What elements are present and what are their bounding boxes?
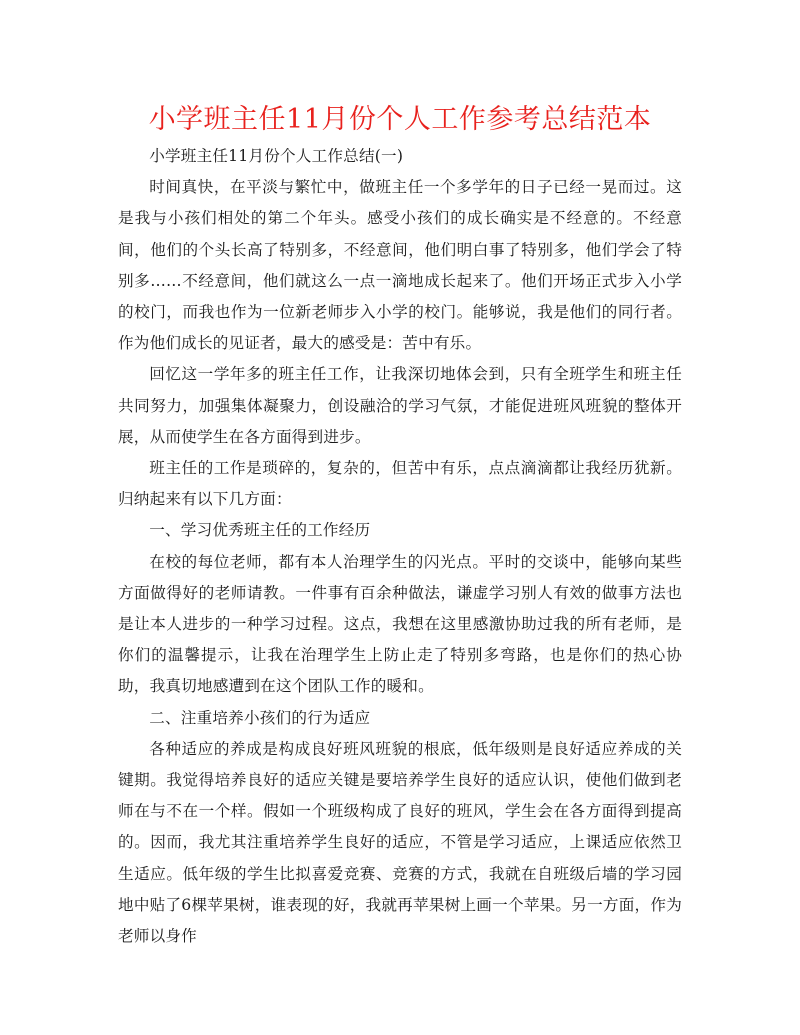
paragraph-reflection: 回忆这一学年多的班主任工作，让我深切地体会到，只有全班学生和班主任共同努力，加强集体凝聚力，创设融洽的学习气氛，才能促进班风班貌的整体开展，从而使学生在各方面得到进步。 xyxy=(118,365,682,446)
document-title: 小学班主任11月份个人工作参考总结范本 xyxy=(148,104,652,135)
section-heading-2: 二、注重培养小孩们的行为适应 xyxy=(149,708,371,727)
paragraph-summary: 班主任的工作是琐碎的，复杂的，但苦中有乐，点点滴滴都让我经历犹新。归纳起来有以下几方面： xyxy=(118,459,682,509)
paragraph-intro: 时间真快，在平淡与繁忙中，做班主任一个多学年的日子已经一晃而过。这是我与小孩们相处的第二个年头。感受小孩们的成长确实是不经意的。不经意间，他们的个头长高了特别多，不经意间，他们明白事了特别多，他们学会了特别多……不经意间，他们就这么一点一滴地成长起来了。他们开场正式步入小学的校门，而我也作为一位新老师步入小学的校门。能够说，我是他们的同行者。作为他们成长的见证者，最大的感受是：苦中有乐。 xyxy=(118,178,682,353)
section-subtitle: 小学班主任11月份个人工作总结(一) xyxy=(149,147,404,165)
paragraph-section-2: 各种适应的养成是构成良好班风班貌的根底，低年级则是良好适应养成的关键期。我觉得培养良好的适应关键是要培养学生良好的适应认识，使他们做到老师在与不在一个样。假如一个班级构成了良好的班风，学生会在各方面得到提高的。因而，我尤其注重培养学生良好的适应，不管是学习适应，上课适应依然卫生适应。低年级的学生比拟喜爱竞赛、竞赛的方式，我就在自班级后墙的学习园地中贴了6棵苹果树，谁表现的好，我就再苹果树上画一个苹果。另一方面，作为老师以身作 xyxy=(118,739,682,946)
document-body xyxy=(118,141,682,952)
paragraph-section-1: 在校的每位老师，都有本人治理学生的闪光点。平时的交谈中，能够向某些方面做得好的老师请教。一件事有百余种做法，谦虚学习别人有效的做事方法也是让本人进步的一种学习过程。这点，我想在这里感激协助过我的所有老师，是你们的温馨提示，让我在治理学生上防止走了特别多弯路，也是你们的热心协助，我真切地感遭到在这个团队工作的暖和。 xyxy=(118,552,682,696)
section-heading-1: 一、学习优秀班主任的工作经历 xyxy=(149,521,371,540)
